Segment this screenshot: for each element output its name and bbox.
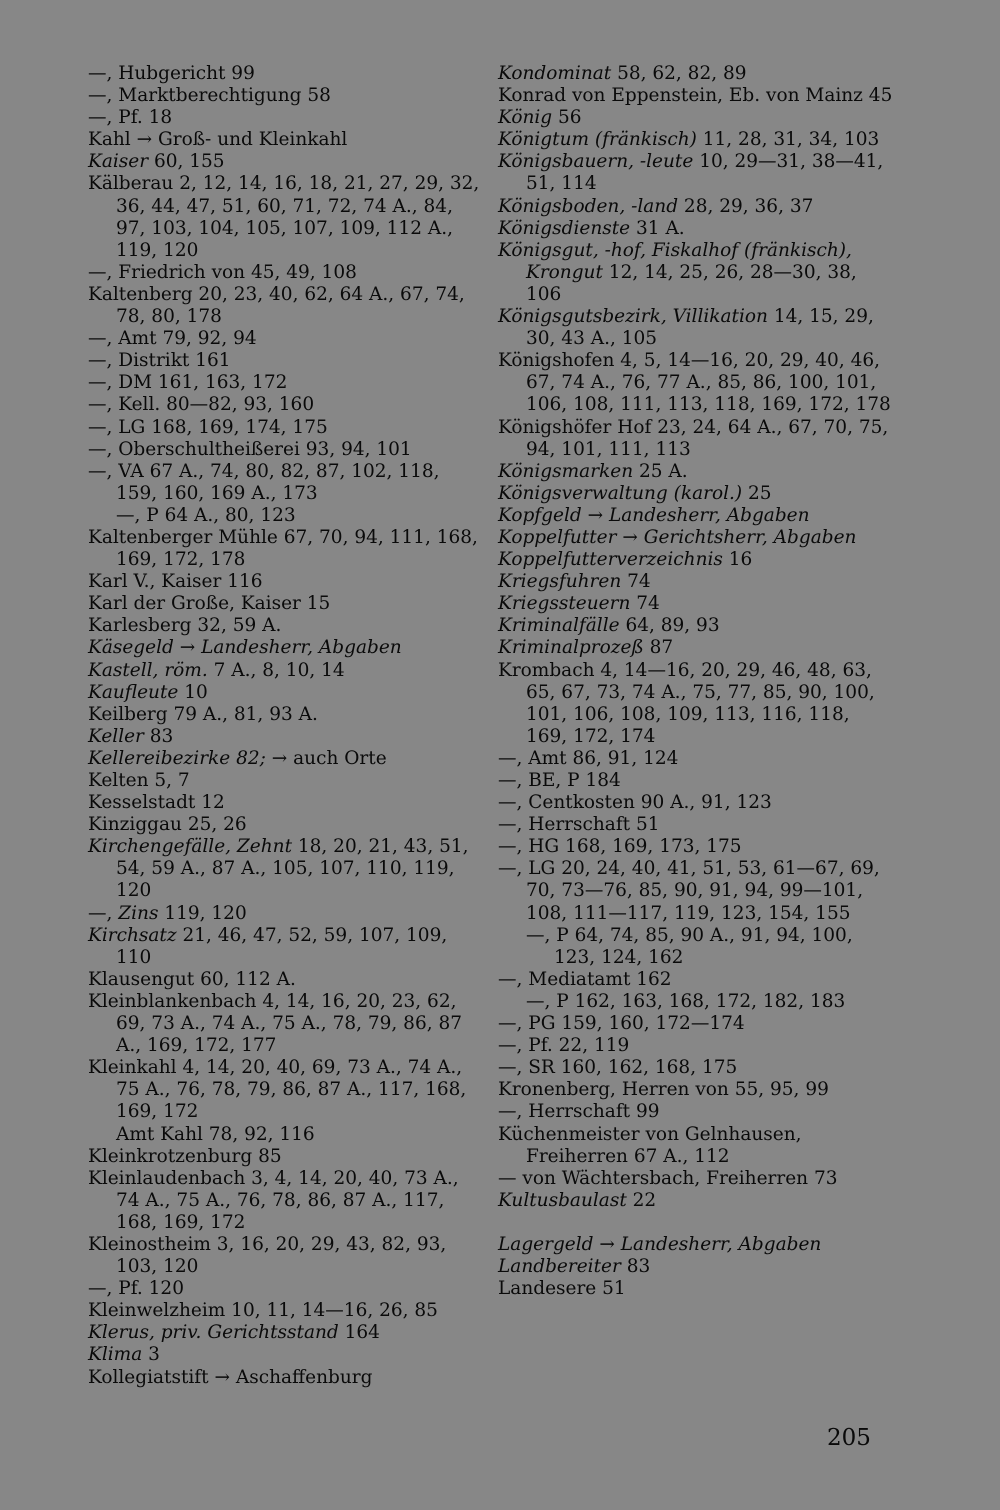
entry-text: Kollegiatstift → Aschaffenburg [88,1366,373,1388]
index-entry [88,85,480,107]
index-entry [498,814,893,836]
entry-term: Kirchengefälle, Zehnt [88,836,292,858]
index-entry [88,770,480,792]
index-entry [498,1168,893,1190]
index-entry [498,637,893,659]
index-entry [498,240,893,306]
entry-text: Krombach 4, 14—16, 20, 29, 46, 48, 63, 65, 67, 73, 74 A., 75, 77, 85, 90, 100, 101, 106, 108, 109, 113, 116, 118, 169, 172, 174 [498,659,875,747]
index-column-left [88,63,480,1389]
entry-text: 25 [742,482,772,504]
index-entry [88,925,480,969]
index-entry [88,836,480,902]
entry-term: Käsegeld → Landesherr, Abgaben [88,637,402,659]
entry-text: 10, 29—31, 38—41, 51, 114 [526,151,884,195]
index-entry [498,615,893,637]
entry-term: Zins [118,902,159,924]
entry-text: —, SR 160, 162, 168, 175 [498,1057,738,1079]
entry-text: Karl V., Kaiser 116 [88,571,263,593]
index-entry [498,1035,893,1057]
index-entry [498,350,893,416]
entry-text: Kleinblankenbach 4, 14, 16, 20, 23, 62, 69, 73 A., 74 A., 75 A., 78, 79, 86, 87 A., 169, 172, 177 [88,990,463,1057]
entry-term: Königsgutsbezirk, Villikation [498,306,768,328]
index-entry [88,660,480,682]
index-entry [88,637,480,659]
index-entry [498,306,893,350]
index-entry [498,107,893,129]
index-entry [498,417,893,461]
entry-text: 74 [630,593,660,615]
index-entry [88,439,480,461]
index-entry [88,151,480,173]
entry-term: Klerus, priv. Gerichtsstand [88,1322,339,1344]
entry-text: Kaltenberger Mühle 67, 70, 94, 111, 168, 169, 172, 178 [88,526,478,571]
index-entry [88,63,480,85]
entry-text: —, Herrschaft 99 [498,1101,660,1123]
index-entry [88,615,480,637]
entry-text: —, Friedrich von 45, 49, 108 [88,261,357,283]
entry-text: — von Wächtersbach, Freiherren 73 [498,1167,838,1189]
entry-term: Kellereibezirke 82; → [88,747,288,769]
entry-text: 83 [143,725,174,747]
entry-term: Königsbauern, -leute [498,151,694,173]
index-entry [498,969,893,991]
entry-term: Landbereiter [498,1255,621,1277]
index-entry [498,748,893,770]
entry-text: 3 [142,1344,160,1366]
entry-text: —, P 64 A., 80, 123 [116,504,296,526]
entry-text: 10 [178,681,208,703]
entry-term: Kriegssteuern [498,593,631,615]
index-entry [88,417,480,439]
entry-text: Kleinlaudenbach 3, 4, 14, 20, 40, 73 A., 74 A., 75 A., 76, 78, 86, 87 A., 117, 168, 169, 172 [88,1167,459,1233]
entry-text: Kahl → Groß- und Kleinkahl [88,129,348,151]
entry-term: Königtum (fränkisch) [498,129,697,151]
entry-text: 25 A. [633,460,688,482]
entry-text: —, Marktberechtigung 58 [88,85,331,107]
entry-term: Königsgut, -hof, Fiskalhof (fränkisch), Krongut [498,239,852,283]
entry-text: 60, 155 [148,151,225,173]
index-entry [88,461,480,505]
index-entry [88,571,480,593]
entry-term: Kirchsatz [88,924,177,946]
entry-text: Amt Kahl 78, 92, 116 [116,1123,315,1145]
entry-term: Kastell, röm. [88,659,208,681]
index-entry [88,107,480,129]
entry-term: Kriminalprozeß [498,637,644,659]
entry-term: Kaufleute [88,681,179,703]
entry-text: Königshöfer Hof 23, 24, 64 A., 67, 70, 75, 94, 101, 111, 113 [498,416,889,460]
index-entry [498,991,893,1013]
index-entry [88,704,480,726]
entry-text: Klausengut 60, 112 A. [88,968,296,990]
index-entry [498,461,893,483]
entry-text: 56 [552,107,582,129]
entry-text: auch Orte [287,747,387,769]
index-column-right [498,63,893,1300]
index-entry [498,196,893,218]
entry-term: Koppelfutterverzeichnis [498,549,723,571]
index-entry [88,284,480,328]
index-entry [88,682,480,704]
entry-text: —, Hubgericht 99 [88,63,255,84]
index-entry [88,1367,480,1389]
index-entry [88,394,480,416]
entry-term: Kopfgeld → Landesherr, Abgaben [498,504,810,526]
entry-text: 12, 14, 25, 26, 28—30, 38, 106 [526,261,857,305]
entry-term: Königsboden, -land [498,195,679,217]
index-entry [498,483,893,505]
index-entry [498,218,893,240]
index-entry [88,505,480,527]
index-entry [498,1278,893,1300]
index-entry [498,151,893,195]
entry-text: Kleinwelzheim 10, 11, 14—16, 26, 85 [88,1300,438,1322]
index-entry [88,792,480,814]
entry-text: Kinziggau 25, 26 [88,814,247,836]
entry-text: Kaltenberg 20, 23, 40, 62, 64 A., 67, 74, 78, 80, 178 [88,283,465,328]
entry-text: —, Kell. 80—82, 93, 160 [88,394,315,416]
entry-text: —, P 162, 163, 168, 172, 182, 183 [526,990,846,1012]
entry-text: —, Oberschultheißerei 93, 94, 101 [88,438,412,460]
index-entry [88,814,480,836]
entry-text: 14, 15, 29, 30, 43 A., 105 [526,306,874,350]
entry-text: Kälberau 2, 12, 14, 16, 18, 21, 27, 29, 32, 36, 44, 47, 51, 60, 71, 72, 74 A., 84, 97, 103, 104, 105, 107, 109, 112 A., 119, 120 [88,173,480,261]
index-entry [88,1124,480,1146]
index-entry [498,1101,893,1123]
index-entry [498,1057,893,1079]
index-entry [498,858,893,924]
entry-term: Königsmarken [498,460,634,482]
page-number: 205 [827,1425,871,1451]
index-entry [88,527,480,571]
entry-term: König [498,107,553,129]
entry-text: Kelten 5, 7 [88,770,190,791]
entry-term: Königsverwaltung (karol.) [498,482,743,504]
entry-text: Kronenberg, Herren von 55, 95, 99 [498,1079,829,1101]
entry-text: 22 [626,1189,657,1211]
index-entry [498,1256,893,1278]
entry-text: —, VA 67 A., 74, 80, 82, 87, 102, 118, 159, 160, 169 A., 173 [88,460,440,504]
entry-text: Kleinostheim 3, 16, 20, 29, 43, 82, 93, 103, 120 [88,1233,447,1278]
index-entry [88,262,480,284]
index-entry [498,1124,893,1168]
entry-text: —, Amt 86, 91, 124 [498,747,679,769]
index-entry [88,1057,480,1123]
index-entry [88,1146,480,1168]
entry-text: 164 [338,1322,380,1344]
entry-text: —, Distrikt 161 [88,350,231,372]
index-entry [88,726,480,748]
entry-text: —, HG 168, 169, 173, 175 [498,836,742,858]
entry-prefix: —, [88,902,119,924]
index-entry [498,505,893,527]
entry-text: —, Centkosten 90 A., 91, 123 [498,792,772,814]
entry-text: Karlesberg 32, 59 A. [88,615,282,637]
entry-text: —, PG 159, 160, 172—174 [498,1013,745,1035]
entry-text: —, LG 168, 169, 174, 175 [88,416,328,438]
index-entry [88,173,480,261]
index-entry [498,571,893,593]
index-entry [498,85,893,107]
entry-text: —, Pf. 120 [88,1278,184,1300]
entry-text: 7 A., 8, 10, 14 [207,659,345,681]
entry-text: 16 [722,549,753,571]
entry-term: Königsdienste [498,217,631,239]
entry-term: Klima [88,1344,143,1366]
index-entry [498,593,893,615]
index-entry [498,129,893,151]
index-entry [88,991,480,1057]
entry-text: —, Amt 79, 92, 94 [88,328,257,350]
entry-text: 74 [621,571,651,593]
index-entry [498,792,893,814]
entry-text: Königshofen 4, 5, 14—16, 20, 29, 40, 46, 67, 74 A., 76, 77 A., 85, 86, 100, 101, 106, 108, 111, 113, 118, 169, 172, 178 [498,350,891,416]
index-entry [498,836,893,858]
entry-text: Küchenmeister von Gelnhausen, Freiherren 67 A., 112 [498,1123,802,1167]
index-entry [498,1079,893,1101]
entry-text: —, Pf. 22, 119 [498,1035,630,1057]
entry-text: 21, 46, 47, 52, 59, 107, 109, 110 [116,924,448,968]
index-entry [498,925,893,969]
entry-text: —, BE, P 184 [498,770,621,791]
index-entry [88,350,480,372]
entry-text: Konrad von Eppenstein, Eb. von Mainz 45 [498,85,893,107]
entry-text: —, Herrschaft 51 [498,814,660,836]
index-entry [498,1234,893,1256]
entry-text: —, DM 161, 163, 172 [88,372,288,394]
entry-text: 64, 89, 93 [619,615,720,637]
entry-text: Landesere 51 [498,1278,626,1300]
entry-text: 119, 120 [158,902,247,924]
index-entry [498,527,893,549]
entry-text: 11, 28, 31, 34, 103 [696,129,880,151]
entry-term: Kaiser [88,151,149,173]
index-entry [88,1234,480,1278]
index-entry [88,1168,480,1234]
index-entry [88,748,480,770]
entry-text: —, Pf. 18 [88,107,173,129]
entry-term: Keller [88,725,144,747]
entry-term: Kondominat [498,63,612,84]
index-entry [498,63,893,85]
entry-text: Kleinkahl 4, 14, 20, 40, 69, 73 A., 74 A., 75 A., 76, 78, 79, 86, 87 A., 117, 168, 169, 172 [88,1057,467,1123]
index-entry [498,549,893,571]
entry-text: —, P 64, 74, 85, 90 A., 91, 94, 100, 123, 124, 162 [526,924,853,968]
entry-term: Kriminalfälle [498,615,620,637]
index-entry [88,903,480,925]
entry-term: Lagergeld → Landesherr, Abgaben [498,1233,822,1255]
entry-text: 83 [620,1255,651,1277]
index-entry [88,1322,480,1344]
entry-term: Kriegsfuhren [498,571,622,593]
entry-text: Keilberg 79 A., 81, 93 A. [88,703,318,725]
index-entry [498,660,893,748]
entry-text: 18, 20, 21, 43, 51, 54, 59 A., 87 A., 105, 107, 110, 119, 120 [116,836,469,902]
entry-term: Kultusbaulast [498,1189,627,1211]
index-entry [88,1344,480,1366]
index-entry [498,770,893,792]
index-entry [88,1300,480,1322]
entry-text: 87 [643,637,674,659]
index-entry [88,328,480,350]
entry-text: 58, 62, 82, 89 [611,63,747,84]
entry-text: —, LG 20, 24, 40, 41, 51, 53, 61—67, 69, 70, 73—76, 85, 90, 91, 94, 99—101, 108, 111—117, 119, 123, 154, 155 [498,858,880,924]
entry-text: 31 A. [630,217,685,239]
entry-text: Kesselstadt 12 [88,792,225,814]
index-entry [88,593,480,615]
index-entry [498,1190,893,1212]
index-entry [88,969,480,991]
entry-text: —, Mediatamt 162 [498,968,672,990]
index-entry [498,1013,893,1035]
index-entry [88,1278,480,1300]
entry-term: Koppelfutter → Gerichtsherr, Abgaben [498,526,857,548]
entry-text: 28, 29, 36, 37 [678,195,814,217]
index-entry [88,129,480,151]
entry-text: Kleinkrotzenburg 85 [88,1145,282,1167]
entry-text: Karl der Große, Kaiser 15 [88,593,331,615]
index-entry [88,372,480,394]
